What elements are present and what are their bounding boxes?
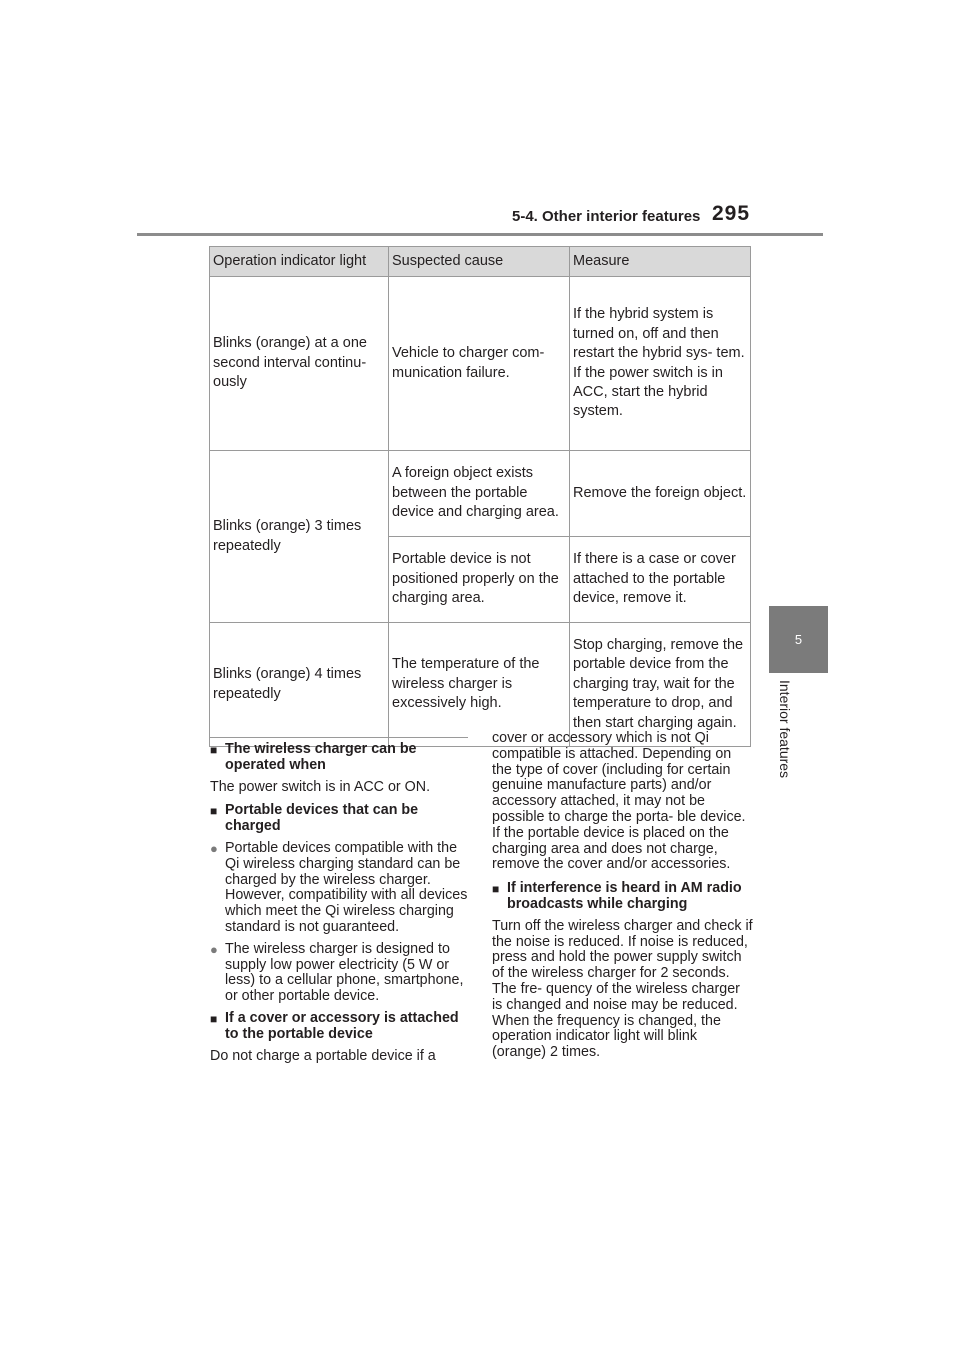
cell-cause: A foreign object exists between the portable device and charging area. [389,451,570,537]
cell-cause: Vehicle to charger com- munication failure. [389,277,570,451]
cell-measure [570,277,751,451]
note-heading [210,803,470,835]
note-paragraph: Turn off the wireless charger and check if the noise is reduced. If noise is reduced, press and hold the power supply switch of the wireless charger for 2 seconds. The fre- quency of the wireless charger is changed and noise may be reduced. When the frequency is changed, the operation indicator light will blink (orange) 2 times. [492,917,753,1061]
square-bullet-icon: ■ [210,804,218,819]
circle-bullet-icon: ● [210,941,218,957]
cell-measure: Stop charging, remove the portable device from the charging tray, wait for the temperature to drop, and then start charging again. [570,623,751,747]
note-heading [210,1011,470,1043]
notes-right-column [492,731,754,1069]
notes-left-column [210,742,470,1072]
measure-line: If the power switch is in ACC, start the hybrid system. [573,364,723,420]
chapter-tab: 5 [769,606,828,673]
section-title: 5-4. Other interior features [512,208,701,225]
cell-indicator: Blinks (orange) 3 times repeatedly [210,451,389,623]
cell-indicator: Blinks (orange) 4 times repeatedly [210,623,389,747]
table-row [210,451,751,537]
table-row [210,623,751,747]
note-paragraph: cover or accessory which is not Qi compatible is attached. Depending on the type of cover (including for certain genuine manufacture parts) and/or accessory attached, it may not be possible to charge the porta- ble device. If the portable device is placed on the charging area and does not charge, remove the cover and/or accessories. [492,730,746,873]
header-cause: Suspected cause [389,247,570,277]
cell-indicator: Blinks (orange) at a one second interval continu- ously [210,277,389,451]
note-heading-text: Portable devices that can be charged [225,802,419,835]
notes-divider [210,737,468,738]
note-paragraph: The power switch is in ACC or ON. [210,778,431,795]
cell-cause: Portable device is not positioned properly on the charging area. [389,537,570,623]
header-indicator: Operation indicator light [210,247,389,277]
square-bullet-icon: ■ [210,1011,218,1026]
note-bullet-text: Portable devices compatible with the Qi wireless charging standard can be charged by the wireless charger. However, compatibility with all devices which meet the Qi wireless charging standard is not guaranteed. [225,839,468,935]
square-bullet-icon: ■ [492,882,500,897]
circle-bullet-icon: ● [210,840,218,856]
note-bullet-text: The wireless charger is designed to supply low power electricity (5 W or less) to a cellular phone, smartphone, or other portable device. [225,940,464,1005]
chapter-label: Interior features [777,680,793,779]
note-bullet [210,841,470,936]
indicator-table [209,246,751,747]
page-number: 295 [712,202,751,225]
note-heading-text: The wireless charger can be operated when [225,741,417,773]
note-heading [210,742,470,774]
note-paragraph: Do not charge a portable device if a [210,1047,436,1064]
header-measure: Measure [570,247,751,277]
header-rule [137,233,823,236]
cell-cause: The temperature of the wireless charger is excessively high. [389,623,570,747]
note-heading-text: If interference is heard in AM radio broadcasts while charging [507,880,742,912]
table-row [210,277,751,451]
table-header-row [210,247,751,277]
cell-measure: If there is a case or cover attached to the portable device, remove it. [570,537,751,623]
cell-measure: Remove the foreign object. [570,451,751,537]
note-bullet [210,942,470,1005]
measure-line: If the hybrid system is turned on, off and then restart the hybrid sys- tem. [573,306,745,362]
note-heading [492,881,754,913]
square-bullet-icon: ■ [210,743,218,757]
note-heading-text: If a cover or accessory is attached to the portable device [225,1009,459,1042]
